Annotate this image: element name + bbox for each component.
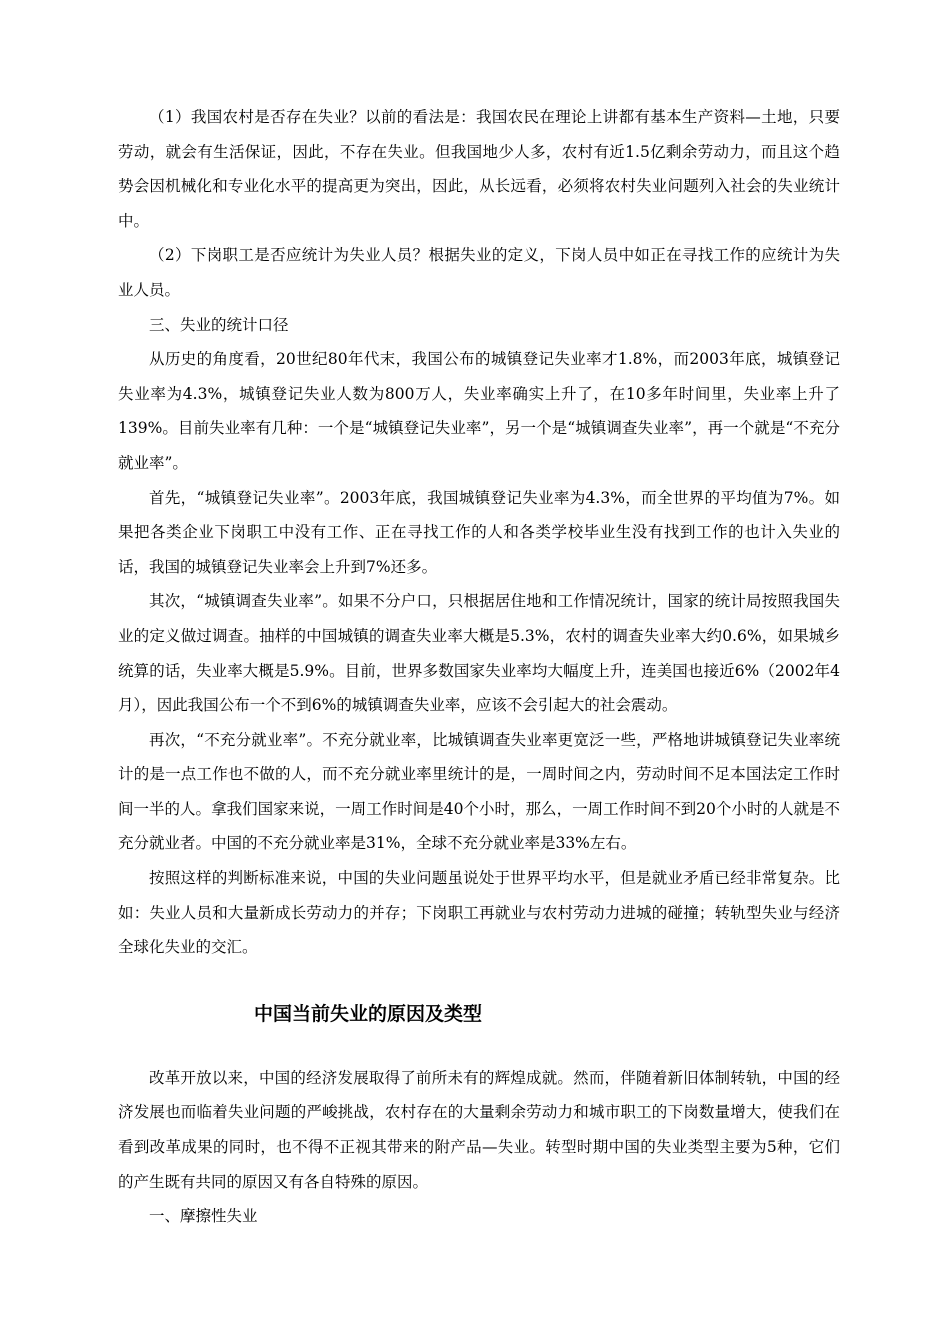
paragraph-historical-perspective: 从历史的角度看，20世纪80年代末，我国公布的城镇登记失业率才1.8%，而2003年底，城镇登记失业率为4.3%，城镇登记失业人数为800万人，失业率确实上升了，在10多年时间里，失业率上升了139%。目前失业率有几种：一个是“城镇登记失业率”，另一个是“城镇调查失业率”，再一个就是“不充分就业率”。 [118,350,840,472]
paragraph-reform-intro: 改革开放以来，中国的经济发展取得了前所未有的辉煌成就。然而，伴随着新旧体制转轨，中国的经济发展也而临着失业问题的严峻挑战，农村存在的大量剩余劳动力和城市职工的下岗数量增大，使我们在看到改革成果的同时，也不得不正视其带来的附产品—失业。转型时期中国的失业类型主要为5种，它们的产生既有共同的原因又有各自特殊的原因。 [118,1068,840,1191]
paragraph-surveyed-unemployment: 其次，“城镇调查失业率”。如果不分户口，只根据居住地和工作情况统计，国家的统计局按照我国失业的定义做过调查。抽样的中国城镇的调查失业率大概是5.3%，农村的调查失业率大约0.6%，如果城乡统算的话，失业率大概是5.9%。目前，世界多数国家失业率均大幅度上升，连美国也接近6%（2002年4月），因此我国公布一个不到6%的城镇调查失业率，应该不会引起大的社会震动。 [118,592,840,715]
paragraph-rural-unemployment: （1）我国农村是否存在失业？以前的看法是：我国农民在理论上讲都有基本生产资料—土地，只要劳动，就会有生活保证，因此，不存在失业。但我国地少人多，农村有近1.5亿剩余劳动力，而且这个趋势会因机械化和专业化水平的提高更为突出，因此，从长远看，必须将农村失业问题列入社会的失业统计中。 [118,108,840,230]
paragraph-conclusion: 按照这样的判断标准来说，中国的失业问题虽说处于世界平均水平，但是就业矛盾已经非常复杂。比如：失业人员和大量新成长劳动力的并存；下岗职工再就业与农村劳动力进城的碰撞；转轨型失业与经济全球化失业的交汇。 [118,869,840,957]
paragraph-registered-unemployment: 首先，“城镇登记失业率”。2003年底，我国城镇登记失业率为4.3%，而全世界的平均值为7%。如果把各类企业下岗职工中没有工作、正在寻找工作的人和各类学校毕业生没有找到工作的也计入失业的话，我国的城镇登记失业率会上升到7%还多。 [118,488,840,576]
section-heading-statistical-scope: 三、失业的统计口径 [149,315,289,334]
paragraph-underemployment: 再次，“不充分就业率”。不充分就业率，比城镇调查失业率更宽泛一些，严格地讲城镇登记失业率统计的是一点工作也不做的人，而不充分就业率里统计的是，一周时间之内，劳动时间不足本国法定工作时间一半的人。拿我们国家来说，一周工作时间是40个小时，那么，一周工作时间不到20个小时的人就是不充分就业者。中国的不充分就业率是31%，全球不充分就业率是33%左右。 [118,730,840,853]
section-heading-frictional-unemployment: 一、摩擦性失业 [149,1207,258,1226]
paragraph-laid-off-workers: （2）下岗职工是否应统计为失业人员？根据失业的定义，下岗人员中如正在寻找工作的应统计为失业人员。 [118,246,840,299]
document-page [118,100,840,1234]
section-title: 中国当前失业的原因及类型 [254,1002,483,1025]
